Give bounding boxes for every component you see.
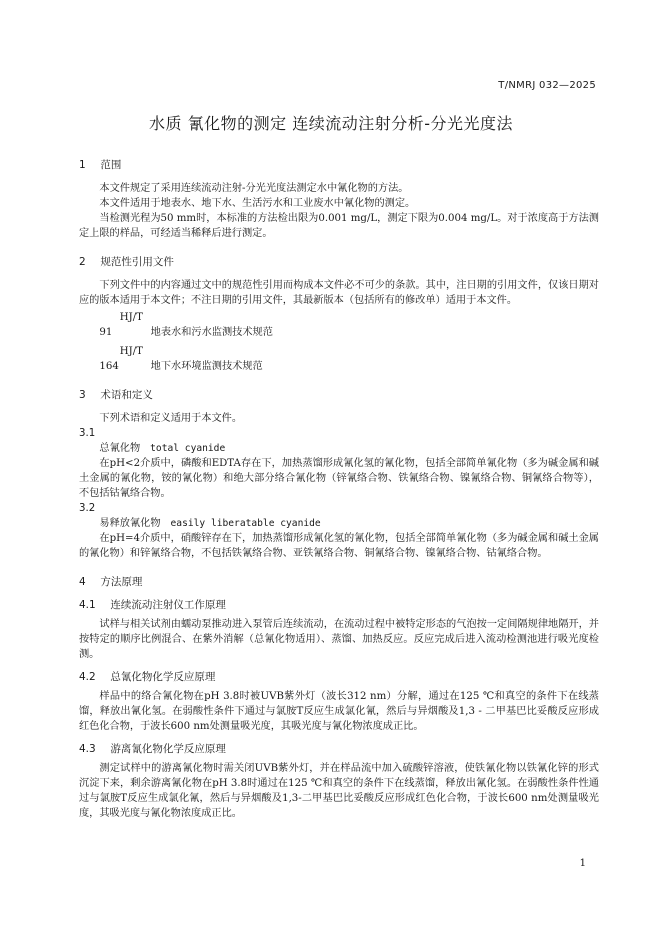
subsection-title: 游离氰化物化学反应原理 [110,743,226,755]
page-number: 1 [579,858,586,869]
paragraph: 试样与相关试剂由蠕动泵推动进入泵管后连续流动，在流动过程中被特定形态的气泡按一定间隔规律地隔开，并按特定的顺序比例混合、在紫外消解（总氰化物适用）、蒸馏、加热反应。反应完成后进入流动检测池进行吸光度检测。 [79,619,599,660]
subsection-title: 总氰化物化学反应原理 [110,671,216,683]
subsection-heading [79,742,599,757]
subsection-title: 连续流动注射仪工作原理 [110,599,226,611]
term-entry [79,516,599,531]
subsection-heading [79,598,599,613]
subsection-number: 4.1 [79,599,96,611]
paragraph: 下列文件中的内容通过文中的规范性引用而构成本文件必不可少的条款。其中，注日期的引用文件，仅该日期对应的版本适用于本文件；不注日期的引用文件，其最新版本（包括所有的修改单）适用于本文件。 [79,280,599,306]
term-english: total cyanide [150,443,226,454]
term-english: easily liberatable cyanide [170,518,321,529]
document-title: 水质 氰化物的测定 连续流动注射分析-分光光度法 [149,114,513,133]
term-entry [79,441,599,456]
paragraph: 样品中的络合氰化物在pH 3.8时被UVB紫外灯（波长312 nm）分解，通过在125 ℃和真空的条件下在线蒸馏，释放出氰化氢。在弱酸性条件下通过与氯胺T反应生成氯化氰，然后与异烟酸及1,3 - 二甲基巴比妥酸反应形成红色化合物，于波长600 nm处测量吸光度，其吸光度与氰化物浓度成正比。 [79,691,599,732]
term-number: 3.1 [79,428,96,439]
section-title: 术语和定义 [100,389,153,401]
standard-code: T/NMRJ 032—2025 [498,80,596,91]
section-number: 3 [79,389,86,401]
section-heading-normative-references [79,255,599,270]
section-heading-terms [79,388,599,403]
section-title: 方法原理 [100,576,143,588]
paragraph: 下列术语和定义适用于本文件。 [99,413,243,424]
term-definition: 在pH<2介质中，磷酸和EDTA存在下，加热蒸馏形成氰化氢的氰化物，包括全部简单氰化物（多为碱金属和碱土金属的氰化物，铵的氰化物）和绝大部分络合氰化物（锌氰络合物、铁氰络合物、镍氰络合物、铜氰络合物等），不包括钴氰络合物。 [79,458,599,499]
paragraph: 本文件适用于地表水、地下水、生活污水和工业废水中氰化物的测定。 [99,198,416,209]
reference-title: 地表水和污水监测技术规范 [150,327,273,338]
section-title: 规范性引用文件 [100,256,174,268]
section-number: 4 [79,576,86,588]
term-number: 3.2 [79,503,96,514]
paragraph: 本文件规定了采用连续流动注射-分光光度法测定水中氰化物的方法。 [99,183,409,194]
subsection-heading [79,670,599,685]
section-heading-principle [79,575,599,590]
term-definition: 在pH=4介质中，硝酸锌存在下，加热蒸馏形成氰化氢的氰化物，包括全部简单氰化物（多为碱金属和碱土金属的氰化物）和锌氰络合物，不包括铁氰络合物、亚铁氰络合物、铜氰络合物、镍氰络合物、钴氰络合物。 [79,533,599,559]
subsection-number: 4.2 [79,671,96,683]
reference-code: HJ/T 164 [99,346,143,372]
reference-title: 地下水环境监测技术规范 [150,361,263,372]
term-chinese: 易释放氰化物 [99,518,161,529]
reference-code: HJ/T 91 [99,312,143,338]
section-number: 1 [79,159,86,171]
reference-item [79,344,599,374]
section-title: 范围 [100,159,122,171]
section-heading-scope [79,158,599,173]
paragraph: 当检测光程为50 mm时，本标准的方法检出限为0.001 mg/L，测定下限为0.004 mg/L。对于浓度高于方法测定上限的样品，可经适当稀释后进行测定。 [79,213,599,239]
paragraph: 测定试样中的游离氰化物时需关闭UVB紫外灯，并在样品流中加入硫酸锌溶液，使铁氰化物以铁氰化锌的形式沉淀下来，剩余游离氰化物在pH 3.8时通过在125 ℃和真空的条件下在线蒸馏，释放出氰化氢。在弱酸性条件性通过与氯胺T反应生成氯化氰，然后与异烟酸及1,3-二甲基巴比妥酸反应形成红色化合物，于波长600 nm处测量吸光度，其吸光度与氰化物浓度成正比。 [79,763,599,819]
document-body [79,158,599,821]
term-chinese: 总氰化物 [99,443,141,454]
subsection-number: 4.3 [79,743,96,755]
reference-item [79,310,599,340]
section-number: 2 [79,256,86,268]
